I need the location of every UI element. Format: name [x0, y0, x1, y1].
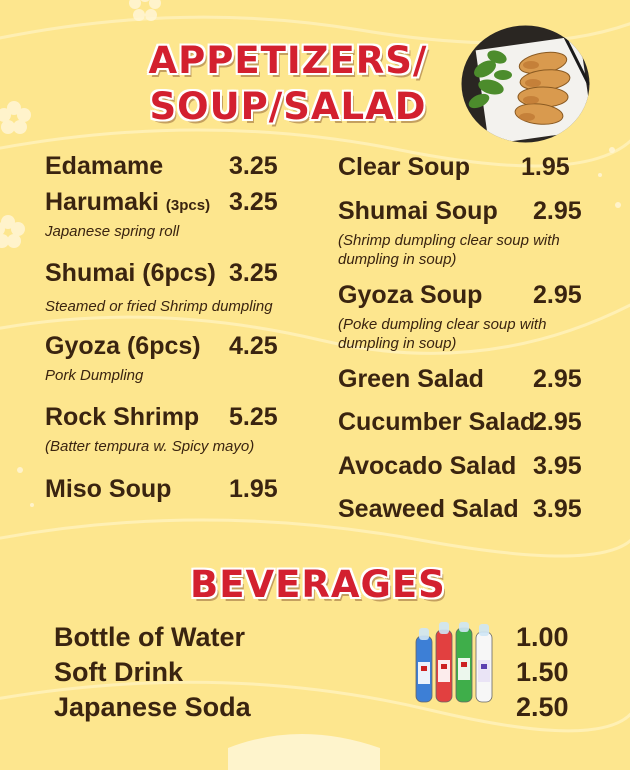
item-price: 3.95	[533, 452, 582, 480]
menu-item-harumaki	[45, 187, 285, 243]
beverage-soft-drink	[54, 656, 570, 688]
item-description-line-2: dumpling in soup)	[338, 335, 457, 352]
menu-item-clear-soup	[338, 152, 588, 182]
item-price: 4.25	[229, 332, 278, 360]
menu-item-edamame	[45, 151, 285, 181]
item-description: Pork Dumpling	[45, 367, 144, 384]
item-name: Rock Shrimp	[45, 403, 200, 431]
item-price: 2.95	[533, 197, 582, 225]
menu-item-miso-soup	[45, 474, 285, 504]
item-price: 2.95	[533, 281, 582, 309]
item-name: Seaweed Salad	[338, 495, 519, 523]
item-name: Green Salad	[338, 365, 484, 393]
item-name: Shumai Soup	[338, 197, 498, 225]
beverage-bottle-of-water	[54, 621, 570, 653]
item-price: 3.25	[229, 259, 278, 287]
dumplings-photo	[461, 25, 590, 143]
title-line-2: SOUP/SALAD	[149, 85, 427, 128]
item-name: Edamame	[45, 152, 164, 180]
item-price: 1.95	[229, 475, 278, 503]
item-name: Clear Soup	[338, 153, 470, 181]
menu-item-avocado-salad	[338, 451, 598, 481]
menu-item-rock-shrimp	[45, 402, 285, 460]
title-line-1: APPETIZERS/	[148, 39, 428, 82]
item-description: (Batter tempura w. Spicy mayo)	[45, 438, 255, 455]
item-name: Avocado Salad	[338, 452, 517, 480]
item-description-line-1: (Poke dumpling clear soup with	[338, 316, 547, 333]
item-price: 1.00	[516, 622, 569, 652]
item-price: 1.50	[516, 657, 569, 687]
item-name: Shumai (6pcs)	[45, 259, 216, 287]
item-name: Gyoza (6pcs)	[45, 332, 201, 360]
item-name	[45, 187, 210, 221]
item-count-note: (3pcs)	[165, 197, 211, 214]
menu-item-cucumber-salad	[338, 407, 598, 437]
menu-item-gyoza	[45, 331, 285, 387]
beverages-title: BEVERAGES	[190, 563, 446, 606]
item-price: 5.25	[229, 403, 278, 431]
item-name: Japanese Soda	[54, 692, 251, 722]
item-description: Japanese spring roll	[45, 223, 180, 240]
item-name: Bottle of Water	[54, 622, 245, 652]
item-name-text: Harumaki	[45, 188, 159, 216]
menu-item-shumai	[45, 258, 295, 320]
item-description-line-2: dumpling in soup)	[338, 251, 457, 268]
item-price: 3.95	[533, 495, 582, 523]
item-price: 2.95	[533, 408, 582, 436]
item-price: 1.95	[521, 153, 570, 181]
item-description-line-1: (Shrimp dumpling clear soup with	[338, 232, 560, 249]
menu-item-seaweed-salad	[338, 494, 598, 524]
item-price: 2.50	[516, 692, 569, 722]
menu-item-gyoza-soup	[338, 280, 598, 356]
item-name: Gyoza Soup	[338, 281, 483, 309]
menu-item-shumai-soup	[338, 196, 598, 272]
item-price: 2.95	[533, 365, 582, 393]
item-name: Miso Soup	[45, 475, 172, 503]
appetizers-title	[148, 38, 428, 130]
item-name: Soft Drink	[54, 657, 184, 687]
menu-item-green-salad	[338, 364, 598, 394]
item-price: 3.25	[229, 152, 278, 180]
item-description: Steamed or fried Shrimp dumpling	[45, 298, 273, 315]
beverage-japanese-soda	[54, 691, 570, 723]
item-price: 3.25	[229, 188, 278, 216]
item-name: Cucumber Salad	[338, 408, 536, 436]
